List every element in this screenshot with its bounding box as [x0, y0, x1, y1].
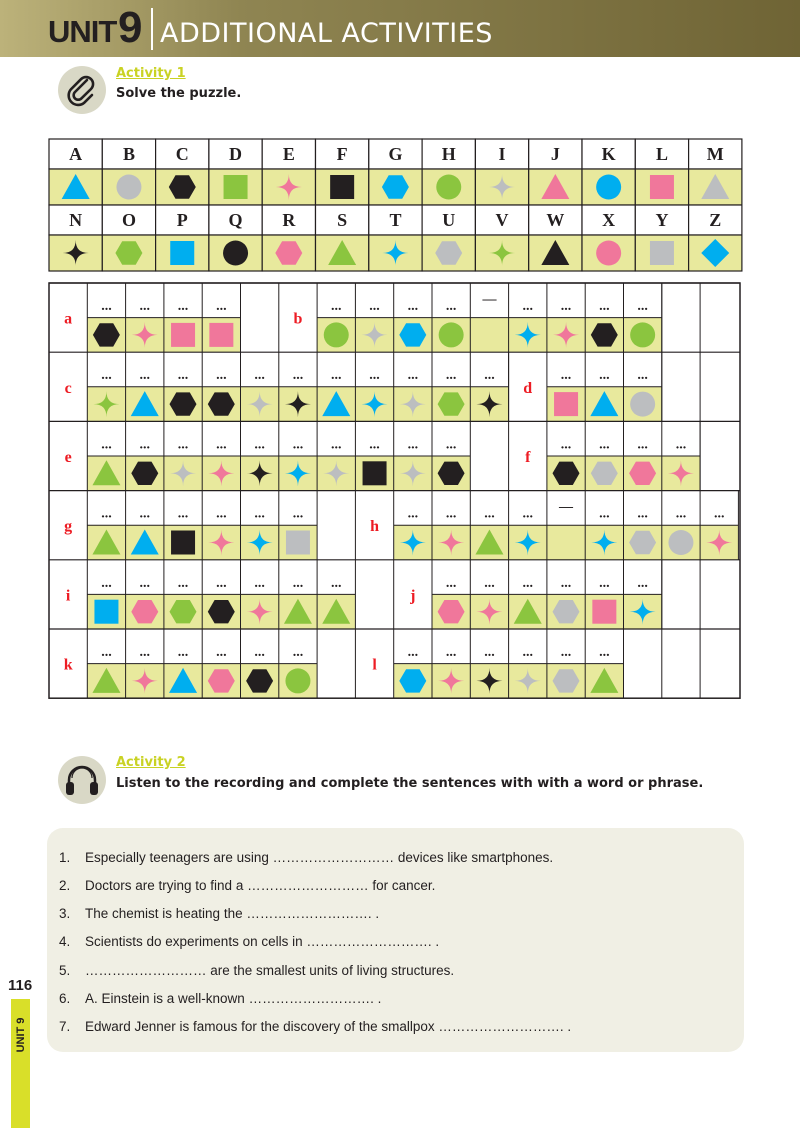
puzzle-label-c: c — [64, 379, 72, 397]
letter-blank: ... — [101, 645, 112, 660]
letter-blank: ... — [675, 506, 687, 522]
letter-blank: ... — [216, 437, 227, 453]
unit-header — [0, 0, 800, 57]
puzzle-label-e: e — [64, 449, 72, 466]
activity-1-link[interactable]: Activity 1 — [116, 66, 186, 81]
sentence-text: A. Einstein is a well-known ………………………. . — [85, 991, 382, 1006]
letter-blank: ... — [445, 575, 457, 591]
legend-letter: S — [337, 210, 348, 230]
legend-letter: M — [706, 144, 724, 164]
pink-square-icon — [592, 600, 616, 624]
grey-square-icon — [650, 241, 674, 265]
activity-2-instruction: Listen to the recording and complete the sentences with with a word or phrase. — [116, 776, 704, 791]
puzzle-label-k: k — [63, 656, 73, 674]
legend-letter: D — [229, 144, 243, 164]
letter-blank: ... — [139, 506, 150, 522]
black-circle-icon — [223, 241, 248, 266]
sentence-1: 1. Especially teenagers are using ……………………… devices like smartphones. — [59, 850, 554, 865]
letter-blank: ... — [101, 368, 112, 384]
sentence-5: 5. ……………………… are the smallest units of living structures. — [59, 963, 455, 978]
letter-blank: ... — [101, 506, 112, 522]
letter-blank: ... — [522, 645, 533, 660]
unit-number: 9 — [118, 3, 143, 52]
black-square-icon — [171, 531, 195, 555]
blue-square-icon — [94, 600, 118, 624]
letter-blank: ... — [599, 437, 610, 453]
legend-letter: W — [546, 210, 565, 230]
legend-letter: X — [602, 210, 616, 230]
letter-blank: ... — [445, 506, 457, 522]
letter-blank: ... — [407, 645, 419, 660]
legend-letter: F — [336, 144, 348, 164]
legend-letter: L — [655, 144, 668, 164]
sentence-text: Doctors are trying to find a ……………………… for cancer. — [85, 878, 436, 893]
letter-code-legend — [0, 136, 800, 276]
puzzle-label-d: d — [523, 379, 533, 397]
letter-blank: ... — [599, 299, 610, 314]
letter-blank: ... — [101, 575, 112, 591]
legend-letter: A — [69, 144, 83, 164]
letter-blank: ... — [369, 299, 380, 314]
puzzle-label-l: l — [372, 656, 377, 674]
legend-letter: U — [442, 210, 456, 230]
puzzle-grid — [0, 281, 800, 711]
green-circle-icon — [439, 322, 464, 347]
letter-blank: ... — [484, 645, 495, 660]
letter-blank: ... — [331, 368, 342, 384]
legend-letter: R — [282, 210, 296, 230]
letter-blank: ... — [637, 575, 648, 591]
grey-circle-icon — [116, 175, 141, 200]
sentence-text: ……………………… are the smallest units of living structures. — [85, 963, 455, 978]
sentence-7: 7. Edward Jenner is famous for the discovery of the smallpox ………………………. . — [59, 1019, 572, 1034]
letter-blank: ... — [139, 645, 150, 660]
legend-letter: O — [121, 210, 136, 230]
letter-blank: ... — [292, 437, 304, 453]
letter-blank: ... — [484, 506, 495, 522]
letter-blank: ... — [675, 437, 687, 453]
legend-letter: Q — [228, 210, 243, 230]
letter-blank: ... — [216, 368, 227, 384]
green-circle-icon — [324, 322, 349, 347]
pink-square-icon — [554, 392, 578, 416]
letter-blank: ... — [216, 299, 227, 314]
legend-letter: I — [498, 144, 506, 164]
legend-letter: J — [550, 144, 560, 164]
letter-blank: ... — [177, 506, 189, 522]
puzzle-label-f: f — [525, 449, 531, 466]
green-circle-icon — [285, 668, 310, 693]
letter-blank: ... — [101, 437, 112, 453]
legend-letter: B — [122, 144, 135, 164]
letter-blank: ... — [637, 506, 648, 522]
letter-blank: ... — [139, 368, 150, 384]
legend-letter: P — [176, 210, 188, 230]
letter-blank: ... — [714, 506, 725, 522]
activity-1-instruction: Solve the puzzle. — [116, 86, 242, 101]
letter-blank: ... — [445, 368, 457, 384]
letter-blank: ... — [407, 437, 419, 453]
grey-circle-icon — [630, 392, 655, 417]
letter-blank: ... — [139, 299, 150, 314]
letter-blank: ... — [331, 575, 342, 591]
puzzle-label-b: b — [293, 310, 303, 328]
letter-blank: ... — [177, 368, 189, 384]
header-divider — [151, 8, 153, 50]
unit-word: UNIT — [48, 14, 117, 49]
letter-blank: ... — [560, 575, 572, 591]
page-number: 116 — [8, 977, 33, 994]
letter-blank: ... — [292, 645, 304, 660]
headphones-icon — [58, 756, 106, 804]
activity-2-link[interactable]: Activity 2 — [116, 755, 186, 770]
blue-circle-icon — [596, 175, 621, 200]
letter-blank: ... — [216, 506, 227, 522]
black-square-icon — [330, 175, 354, 199]
pink-circle-icon — [596, 241, 621, 266]
letter-blank: ... — [177, 575, 189, 591]
letter-blank: ... — [369, 437, 380, 453]
green-circle-icon — [436, 175, 461, 200]
black-square-icon — [363, 461, 387, 485]
letter-blank: ... — [445, 299, 457, 314]
letter-blank: ... — [637, 299, 648, 314]
letter-blank: ... — [637, 368, 648, 384]
letter-blank: ... — [216, 645, 227, 660]
letter-blank: ... — [522, 299, 533, 314]
sentence-4: 4. Scientists do experiments on cells in ………………………. . — [59, 934, 440, 949]
legend-letter: T — [389, 210, 402, 230]
pink-square-icon — [650, 175, 674, 199]
legend-letter: N — [69, 210, 83, 230]
letter-blank: ... — [254, 575, 265, 591]
puzzle-label-i: i — [65, 587, 71, 605]
puzzle-label-g: g — [64, 518, 73, 536]
pink-square-icon — [209, 323, 233, 347]
paperclip-icon — [58, 66, 106, 114]
letter-blank: ... — [177, 299, 189, 314]
legend-letter: K — [601, 144, 616, 164]
sentence-3: 3. The chemist is heating the ………………………. . — [59, 906, 380, 921]
letter-blank: ... — [254, 506, 265, 522]
letter-blank: ... — [599, 368, 610, 384]
letter-blank: ... — [599, 575, 610, 591]
grey-circle-icon — [668, 530, 693, 555]
sentence-2: 2. Doctors are trying to find a ……………………… for cancer. — [59, 878, 436, 893]
letter-blank: ... — [216, 575, 227, 591]
letter-blank: ... — [254, 645, 265, 660]
letter-blank: ... — [292, 368, 304, 384]
letter-blank: ... — [139, 437, 150, 453]
letter-blank: ... — [331, 437, 342, 453]
blue-square-icon — [170, 241, 194, 265]
letter-blank: ... — [407, 368, 419, 384]
green-square-icon — [224, 175, 248, 199]
letter-blank: ... — [254, 437, 265, 453]
legend-letter: Y — [655, 210, 669, 230]
letter-blank: ... — [637, 437, 648, 453]
letter-blank: ... — [177, 645, 189, 660]
letter-blank: ... — [560, 437, 572, 453]
letter-blank: ... — [522, 575, 533, 591]
letter-blank: ... — [177, 437, 189, 453]
page-title: ADDITIONAL ACTIVITIES — [160, 18, 493, 49]
letter-blank: ... — [407, 299, 419, 314]
sentence-text: Scientists do experiments on cells in ………………………. . — [85, 934, 440, 949]
legend-letter: C — [175, 144, 189, 164]
letter-blank: ... — [139, 575, 150, 591]
word-gap-dash: — — [559, 499, 574, 515]
letter-blank: ... — [445, 645, 457, 660]
letter-blank: ... — [560, 299, 572, 314]
side-tab — [11, 999, 30, 1128]
letter-blank: ... — [522, 506, 533, 522]
letter-blank: ... — [254, 368, 265, 384]
letter-blank: ... — [101, 299, 112, 314]
legend-letter: G — [388, 144, 403, 164]
sentence-text: The chemist is heating the ………………………. . — [85, 906, 380, 921]
grey-square-icon — [286, 531, 310, 555]
puzzle-label-h: h — [370, 518, 380, 536]
legend-letter: H — [441, 144, 456, 164]
letter-blank: ... — [484, 368, 495, 384]
letter-blank: ... — [292, 506, 304, 522]
letter-blank: ... — [560, 368, 572, 384]
letter-blank: ... — [407, 506, 419, 522]
pink-square-icon — [171, 323, 195, 347]
sentence-text: Especially teenagers are using ……………………… devices like smartphones. — [85, 850, 554, 865]
letter-blank: ... — [331, 299, 342, 314]
puzzle-label-j: j — [410, 587, 416, 605]
sentence-text: Edward Jenner is famous for the discovery of the smallpox ………………………. . — [85, 1019, 572, 1034]
letter-blank: ... — [599, 645, 610, 660]
letter-blank: ... — [369, 368, 380, 384]
legend-letter: Z — [709, 210, 722, 230]
sentence-6: 6. A. Einstein is a well-known ………………………. . — [59, 991, 382, 1006]
legend-letter: V — [495, 210, 509, 230]
letter-blank: ... — [292, 575, 304, 591]
letter-blank: ... — [560, 645, 572, 660]
word-gap-dash: — — [482, 292, 497, 307]
side-tab-label: UNIT 9 — [15, 1017, 27, 1053]
letter-blank: ... — [445, 437, 457, 453]
letter-blank: ... — [599, 506, 610, 522]
puzzle-label-a: a — [64, 310, 73, 328]
letter-blank: ... — [484, 575, 495, 591]
green-circle-icon — [630, 322, 655, 347]
legend-letter: E — [282, 144, 295, 164]
